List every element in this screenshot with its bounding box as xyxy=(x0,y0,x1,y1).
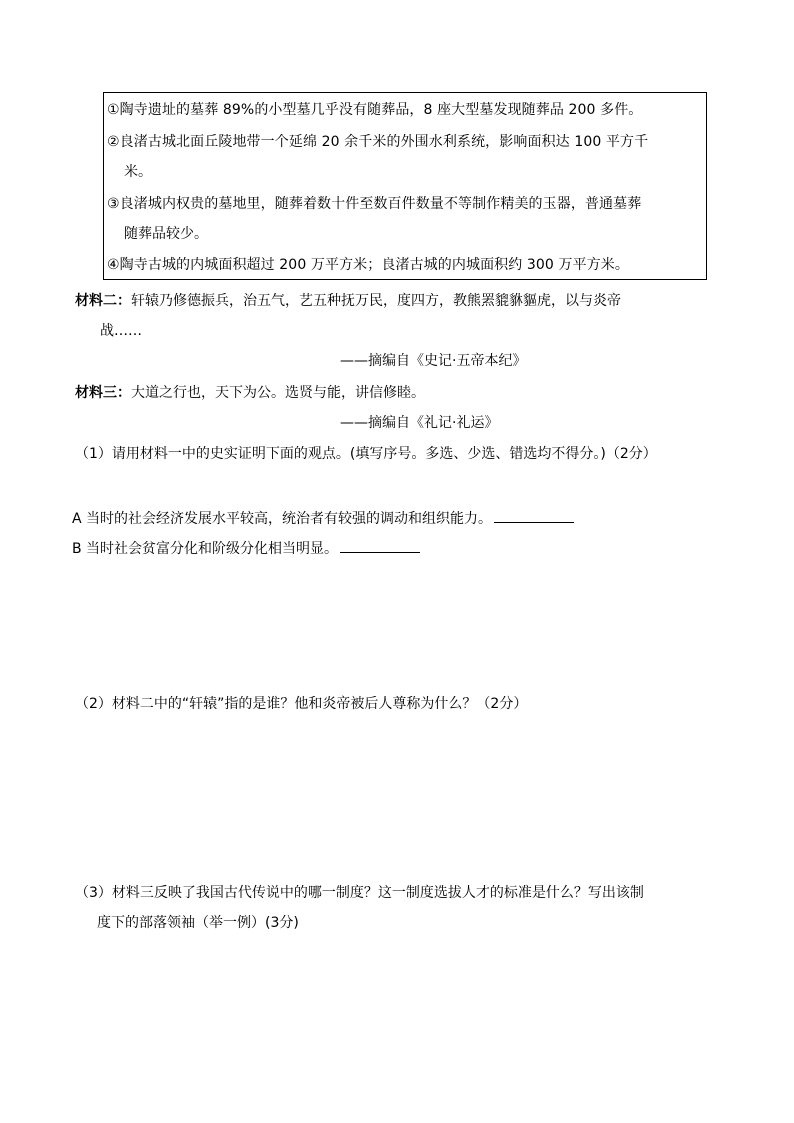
material-two-text: 轩辕乃修德振兵，治五气，艺五种抚万民，度四方，教熊罴貔貅貙虎，以与炎帝 xyxy=(131,293,621,309)
question-2: （2）材料二中的“轩辕”指的是谁？他和炎帝被后人尊称为什么？（2分） xyxy=(75,696,528,712)
material-one-item-2-cont: 米。 xyxy=(124,164,152,180)
question-1a-line xyxy=(72,504,574,534)
material-one-item-4: ④陶寺古城的内城面积超过 200 万平方米；良渚古城的内城面积约 300 万平方米。 xyxy=(107,257,629,273)
material-one-item-2: ②良渚古城北面丘陵地带一个延绵 20 余千米的外围水利系统，影响面积达 100 平方千 xyxy=(107,134,649,150)
question-1b-line xyxy=(72,534,420,564)
question-3-line-1: （3）材料三反映了我国古代传说中的哪一制度？这一制度选拔人才的标准是什么？写出该制 xyxy=(75,885,644,901)
question-1b: B 当时社会贫富分化和阶级分化相当明显。 xyxy=(72,541,339,557)
material-two-label: 材料二： xyxy=(75,293,131,309)
material-one-item-3-cont: 随葬品较少。 xyxy=(124,226,208,242)
answer-blank-1a[interactable] xyxy=(494,506,574,523)
material-three-label: 材料三： xyxy=(75,385,131,401)
question-1a: A 当时的社会经济发展水平较高，统治者有较强的调动和组织能力。 xyxy=(72,511,493,527)
material-two-line-2: 战…… xyxy=(100,323,142,339)
answer-blank-1b[interactable] xyxy=(340,536,420,553)
material-three-text: 大道之行也，天下为公。选贤与能，讲信修睦。 xyxy=(131,385,425,401)
material-two-line-1 xyxy=(75,286,621,316)
material-one-box xyxy=(103,92,707,280)
material-three-source: ——摘编自《礼记·礼运》 xyxy=(340,415,499,431)
material-three-line xyxy=(75,378,425,408)
question-3-line-2: 度下的部落领袖（举一例）(3分) xyxy=(97,915,299,931)
material-one-item-3: ③良渚城内权贵的墓地里，随葬着数十件至数百件数量不等制作精美的玉器，普通墓葬 xyxy=(107,196,642,212)
material-two-source: ——摘编自《史记·五帝本纪》 xyxy=(340,353,527,369)
question-1: （1）请用材料一中的史实证明下面的观点。(填写序号。多选、少选、错选均不得分。)（2分） xyxy=(75,446,657,462)
material-one-item-1: ①陶寺遗址的墓葬 89%的小型墓几乎没有随葬品，8 座大型墓发现随葬品 200 多件。 xyxy=(107,102,643,118)
